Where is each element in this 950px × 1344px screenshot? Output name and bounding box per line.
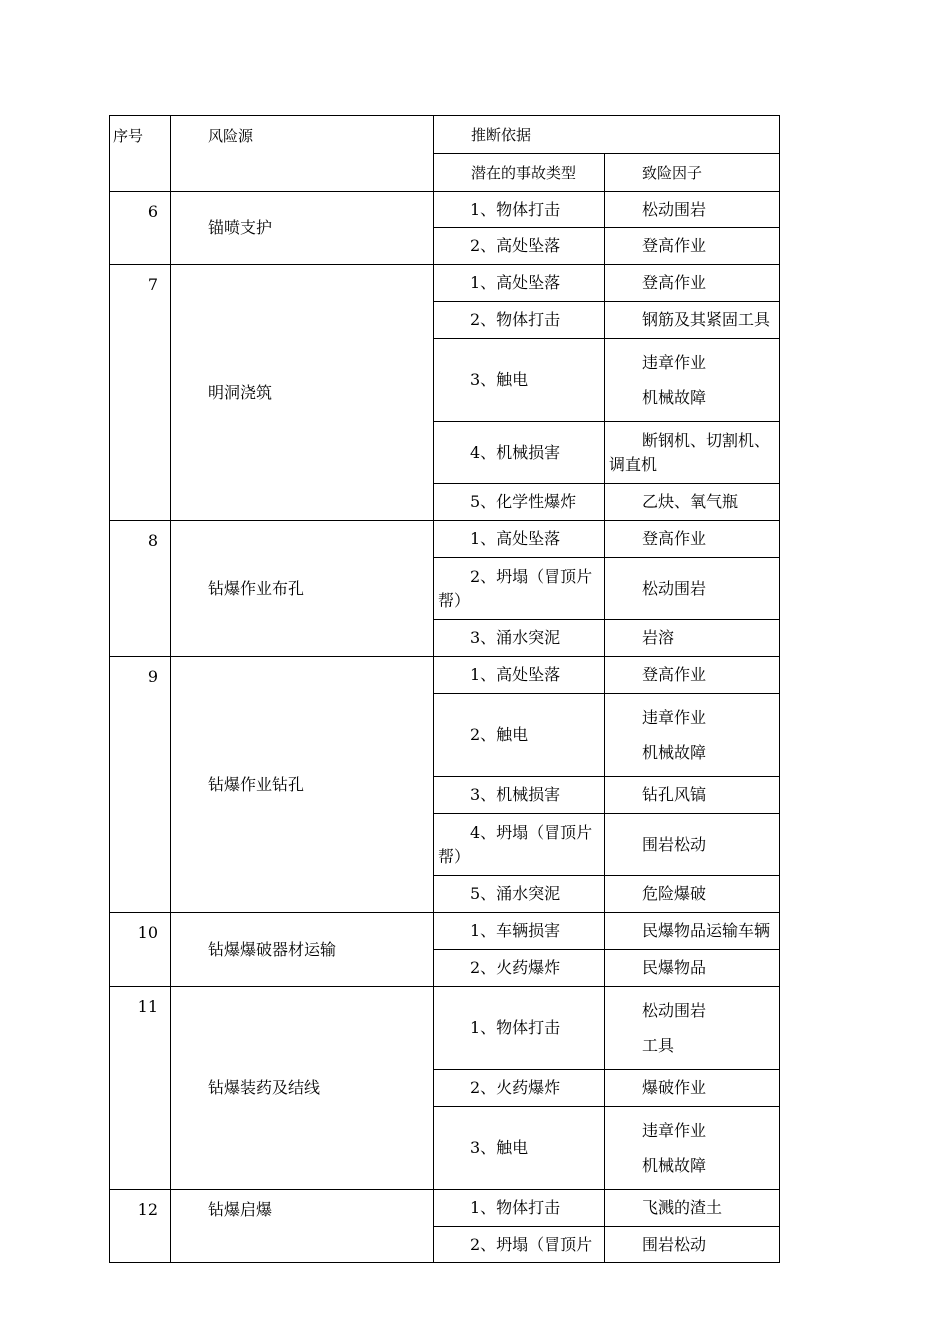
risk-source-cell: 钻爆爆破器材运输 <box>171 913 434 987</box>
accident-type-cell: 1、物体打击 <box>434 987 605 1070</box>
table-row <box>110 987 780 1070</box>
seq-cell: 7 <box>110 265 171 521</box>
risk-factor-line: 松动围岩 <box>642 1001 707 1020</box>
accident-type-cell: 3、触电 <box>434 339 605 422</box>
risk-factor-cell: 钻孔风镐 <box>605 777 780 814</box>
seq-cell: 12 <box>110 1190 171 1263</box>
accident-type-cell: 4、坍塌（冒顶片帮） <box>434 814 605 876</box>
accident-type-cell: 2、高处坠落 <box>434 228 605 265</box>
risk-source-cell: 钻爆作业钻孔 <box>171 657 434 913</box>
risk-factor-cell: 乙炔、氧气瓶 <box>605 484 780 521</box>
accident-type-cell: 1、高处坠落 <box>434 657 605 694</box>
risk-factor-cell: 民爆物品 <box>605 950 780 987</box>
accident-type-cell: 3、机械损害 <box>434 777 605 814</box>
risk-factor-line: 违章作业 <box>642 1121 707 1140</box>
risk-factor-cell: 断钢机、切割机、调直机 <box>605 422 780 484</box>
risk-factor-line: 违章作业 <box>642 353 707 372</box>
risk-factor-cell <box>605 339 780 422</box>
risk-factor-line: 机械故障 <box>642 1156 707 1175</box>
risk-factor-cell: 松动围岩 <box>605 192 780 228</box>
risk-factor-cell: 登高作业 <box>605 228 780 265</box>
risk-source-cell: 明洞浇筑 <box>171 265 434 521</box>
risk-factor-cell: 民爆物品运输车辆 <box>605 913 780 950</box>
accident-type-cell: 2、触电 <box>434 694 605 777</box>
table-row <box>110 657 780 694</box>
risk-factor-cell <box>605 1107 780 1190</box>
header-accident-type: 潜在的事故类型 <box>434 154 605 192</box>
accident-type-cell: 2、物体打击 <box>434 302 605 339</box>
seq-cell: 11 <box>110 987 171 1190</box>
accident-type-cell: 1、车辆损害 <box>434 913 605 950</box>
header-risk-source: 风险源 <box>171 116 434 192</box>
accident-type-cell: 2、火药爆炸 <box>434 950 605 987</box>
risk-factor-cell: 爆破作业 <box>605 1070 780 1107</box>
risk-factor-cell <box>605 694 780 777</box>
header-risk-factor: 致险因子 <box>605 154 780 192</box>
accident-type-cell: 2、火药爆炸 <box>434 1070 605 1107</box>
risk-factor-cell: 登高作业 <box>605 521 780 558</box>
accident-type-cell: 3、涌水突泥 <box>434 620 605 657</box>
accident-type-cell: 3、触电 <box>434 1107 605 1190</box>
risk-factor-line: 机械故障 <box>642 388 707 407</box>
risk-factor-cell: 岩溶 <box>605 620 780 657</box>
seq-cell: 6 <box>110 192 171 265</box>
risk-factor-cell: 飞溅的渣土 <box>605 1190 780 1227</box>
seq-cell: 8 <box>110 521 171 657</box>
seq-cell: 10 <box>110 913 171 987</box>
accident-type-cell: 1、物体打击 <box>434 1190 605 1227</box>
risk-factor-cell: 钢筋及其紧固工具 <box>605 302 780 339</box>
risk-factor-cell <box>605 987 780 1070</box>
risk-factor-cell: 危险爆破 <box>605 876 780 913</box>
risk-factor-cell: 登高作业 <box>605 657 780 694</box>
risk-source-cell: 锚喷支护 <box>171 192 434 265</box>
risk-factor-cell: 围岩松动 <box>605 1227 780 1263</box>
risk-factor-cell: 登高作业 <box>605 265 780 302</box>
header-basis: 推断依据 <box>434 116 780 154</box>
table-row <box>110 192 780 228</box>
risk-source-cell: 钻爆启爆 <box>171 1190 434 1263</box>
header-seq: 序号 <box>110 116 171 192</box>
accident-type-cell: 2、坍塌（冒顶片帮） <box>434 558 605 620</box>
seq-cell: 9 <box>110 657 171 913</box>
risk-factor-line: 违章作业 <box>642 708 707 727</box>
table-row <box>110 913 780 950</box>
accident-type-cell: 5、化学性爆炸 <box>434 484 605 521</box>
risk-factor-cell: 松动围岩 <box>605 558 780 620</box>
accident-type-cell: 4、机械损害 <box>434 422 605 484</box>
risk-source-cell: 钻爆作业布孔 <box>171 521 434 657</box>
risk-factor-line: 机械故障 <box>642 743 707 762</box>
accident-type-cell: 2、坍塌（冒顶片 <box>434 1227 605 1263</box>
table-row <box>110 521 780 558</box>
accident-type-cell: 1、高处坠落 <box>434 521 605 558</box>
accident-type-cell: 1、物体打击 <box>434 192 605 228</box>
accident-type-cell: 1、高处坠落 <box>434 265 605 302</box>
risk-factor-cell: 围岩松动 <box>605 814 780 876</box>
table-row <box>110 1190 780 1227</box>
risk-factor-line: 工具 <box>642 1036 675 1055</box>
risk-source-cell: 钻爆装药及结线 <box>171 987 434 1190</box>
table-row <box>110 265 780 302</box>
risk-table <box>109 115 780 1263</box>
accident-type-cell: 5、涌水突泥 <box>434 876 605 913</box>
